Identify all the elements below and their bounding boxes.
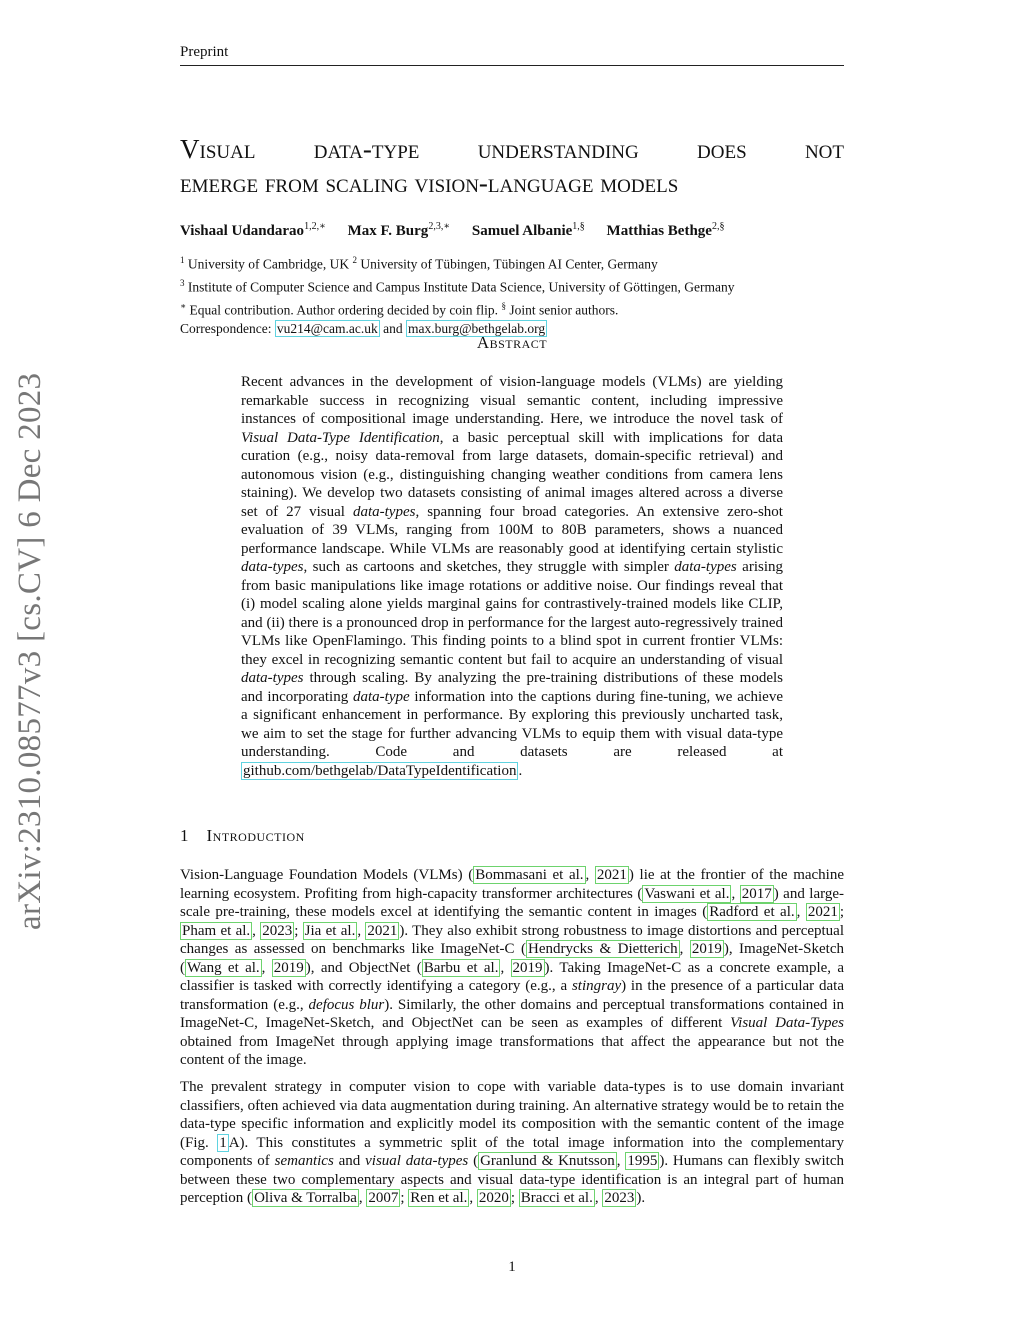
citation-link[interactable]: Wang et al. xyxy=(187,959,260,976)
title-line-1: Visual data-type understanding does not xyxy=(180,134,844,164)
citation-year-link[interactable]: 2019 xyxy=(691,941,722,957)
author-list xyxy=(180,221,742,240)
citation-year-link[interactable]: 2023 xyxy=(262,922,293,939)
affiliation-line: $^1$ University of Cambridge, UK $^2$ University of Tübingen, Tübingen AI Center, Germany xyxy=(180,255,658,272)
author: Max F. Burg$^{2,3,∗}$ xyxy=(347,221,451,239)
citation-year-link[interactable]: 2023 xyxy=(604,1190,635,1206)
citation-link[interactable]: Granlund & Knutsson xyxy=(480,1153,615,1169)
email-link[interactable]: vu214@cam.ac.uk xyxy=(276,321,378,336)
paper-title xyxy=(180,132,844,200)
citation-year-link[interactable]: 2021 xyxy=(807,904,838,920)
citation-link[interactable]: Hendrycks & Dietterich xyxy=(528,941,678,957)
affiliations xyxy=(180,251,735,339)
author: Matthias Bethge$^{2,\S}$ xyxy=(606,221,725,239)
citation-year-link[interactable]: 2019 xyxy=(512,959,543,976)
citation-year-link[interactable]: 2021 xyxy=(596,867,627,883)
citation-link[interactable]: Vaswani et al. xyxy=(644,885,730,902)
citation-link[interactable]: Pham et al. xyxy=(182,922,251,939)
page-number: 1 xyxy=(508,1259,516,1275)
citation-link[interactable]: Barbu et al. xyxy=(423,959,499,976)
correspondence: Correspondence: vu214@cam.ac.uk and max.burg@bethgelab.org xyxy=(180,321,546,336)
affiliation-line: $^3$ Institute of Computer Science and Campus Institute Data Science, University of Göttingen, Germany xyxy=(180,278,735,295)
citation-year-link[interactable]: 2019 xyxy=(273,959,304,976)
header-rule xyxy=(180,65,844,66)
title-line-2: emerge from scaling vision-language models xyxy=(180,168,679,198)
arxiv-stamp: arXiv:2310.08577v3 [cs.CV] 6 Dec 2023 xyxy=(12,372,48,930)
abstract-body: Recent advances in the development of vision-language models (VLMs) are yielding remarkable success in recognizing visual semantic content, including impressive instances of compositional image understanding. Here, we introduce the novel task of Visual Data-Type Identification, a basic perceptual skill with implications for data curation (e.g., noisy data-removal from large datasets, domain-specific retrieval) and autonomous vision (e.g., distinguishing changing weather conditions from camera lens staining). We develop two datasets consisting of animal images altered across a diverse set of 27 visual data-types, spanning four broad categories. An extensive zero-shot evaluation of 39 VLMs, ranging from 100M to 80B parameters, shows a nuanced performance landscape. While VLMs are reasonably good at identifying certain stylistic data-types, such as cartoons and sketches, they struggle with simpler data-types arising from basic manipulations like image rotations or additive noise. Our findings reveal that (i) model scaling alone yields marginal gains for contrastively-trained models like CLIP, and (ii) there is a pronounced drop in performance for the largest auto-regressively trained VLMs like OpenFlamingo. This finding points to a blind spot in current frontier VLMs: they excel in recognizing semantic content but fail to acquire an understanding of visual data-types through scaling. By analyzing the pre-training distributions of these models and incorporating data-type information into the captions during fine-tuning, we achieve a significant enhancement in performance. By exploring this previously uncharted task, we aim to set the stage for further advancing VLMs to equip them with visual data-type understanding. Code and datasets are released at github.com/bethgelab/DataTypeIdentification . xyxy=(241,374,784,779)
intro-paragraph-1: Vision-Language Foundation Models (VLMs) ( Bommasani et al. , 2021 ) lie at the frontier of the machine learning ecosystem. Profiting from high-capacity transformer architectures ( Vaswani et al. , 2017 ) and large-scale pre-training, these models excel at identifying the semantic content in images ( Radford et al. , 2021 ; Pham et al. , 2023 ; Jia et al. , 2021 ). They also exhibit strong robustness to image distortions and perceptual changes as assessed on benchmarks like ImageNet-C ( Hendrycks & Dietterich , 2019 ), ImageNet-Sketch ( Wang et al. , 2019 ), and ObjectNet ( Barbu et al. , 2019 ). Taking ImageNet-C as a concrete example, a classifier is tasked with correctly identifying a category (e.g., a stingray) in the presence of a particular data transformation (e.g., defocus blur). Similarly, the other domains and perceptual transformations contained in ImageNet-C, ImageNet-Sketch, and ObjectNet can be seen as examples of different Visual Data-Types obtained from ImageNet through applying image transformations that affect the appearance but not the content of the image. xyxy=(180,867,845,1068)
section-title: Introduction xyxy=(206,826,305,845)
citation-year-link[interactable]: 1995 xyxy=(627,1153,658,1169)
citation-year-link[interactable]: 2020 xyxy=(478,1190,509,1206)
citation-link[interactable]: Bommasani et al. xyxy=(475,867,584,883)
code-link[interactable]: github.com/bethgelab/DataTypeIdentification xyxy=(243,762,517,779)
intro-paragraph-2: The prevalent strategy in computer vision to cope with variable data-types is to use domain invariant classifiers, often achieved via data augmentation during training. An alternative strategy would be to retain the data-type specific information and explicitly model its composition with the semantic content of the image (Fig. 1 A). This constitutes a symmetric split of the total image information into the complementary components of semantics and visual data-types ( Granlund & Knutsson , 1995 ). Humans can flexibly switch between these two complementary aspects and visual data-type identification is an integral part of human perception ( Oliva & Torralba , 2007 ; Ren et al. , 2020 ; Bracci et al. , 2023 ). xyxy=(180,1079,844,1206)
citation-year-link[interactable]: 2021 xyxy=(367,922,398,939)
section-heading xyxy=(180,826,305,846)
citation-link[interactable]: Ren et al. xyxy=(410,1190,468,1206)
abstract-heading: Abstract xyxy=(476,333,548,352)
author: Vishaal Udandarao$^{1,2,∗}$ xyxy=(180,221,326,239)
contribution-note: ∗ Equal contribution. Author ordering decided by coin flip. § Joint senior authors. xyxy=(180,301,619,318)
citation-link[interactable]: Jia et al. xyxy=(304,922,356,939)
running-header: Preprint xyxy=(180,44,229,60)
citation-link[interactable]: Oliva & Torralba xyxy=(254,1190,357,1206)
email-link[interactable]: max.burg@bethgelab.org xyxy=(408,321,546,336)
author: Samuel Albanie$^{1,\S}$ xyxy=(471,221,585,239)
citation-link[interactable]: Bracci et al. xyxy=(520,1190,593,1206)
section-number: 1 xyxy=(180,826,189,845)
citation-link[interactable]: Radford et al. xyxy=(709,904,795,920)
figure-ref-link[interactable]: 1 xyxy=(219,1134,227,1151)
citation-year-link[interactable]: 2017 xyxy=(741,885,772,902)
citation-year-link[interactable]: 2007 xyxy=(368,1190,399,1206)
